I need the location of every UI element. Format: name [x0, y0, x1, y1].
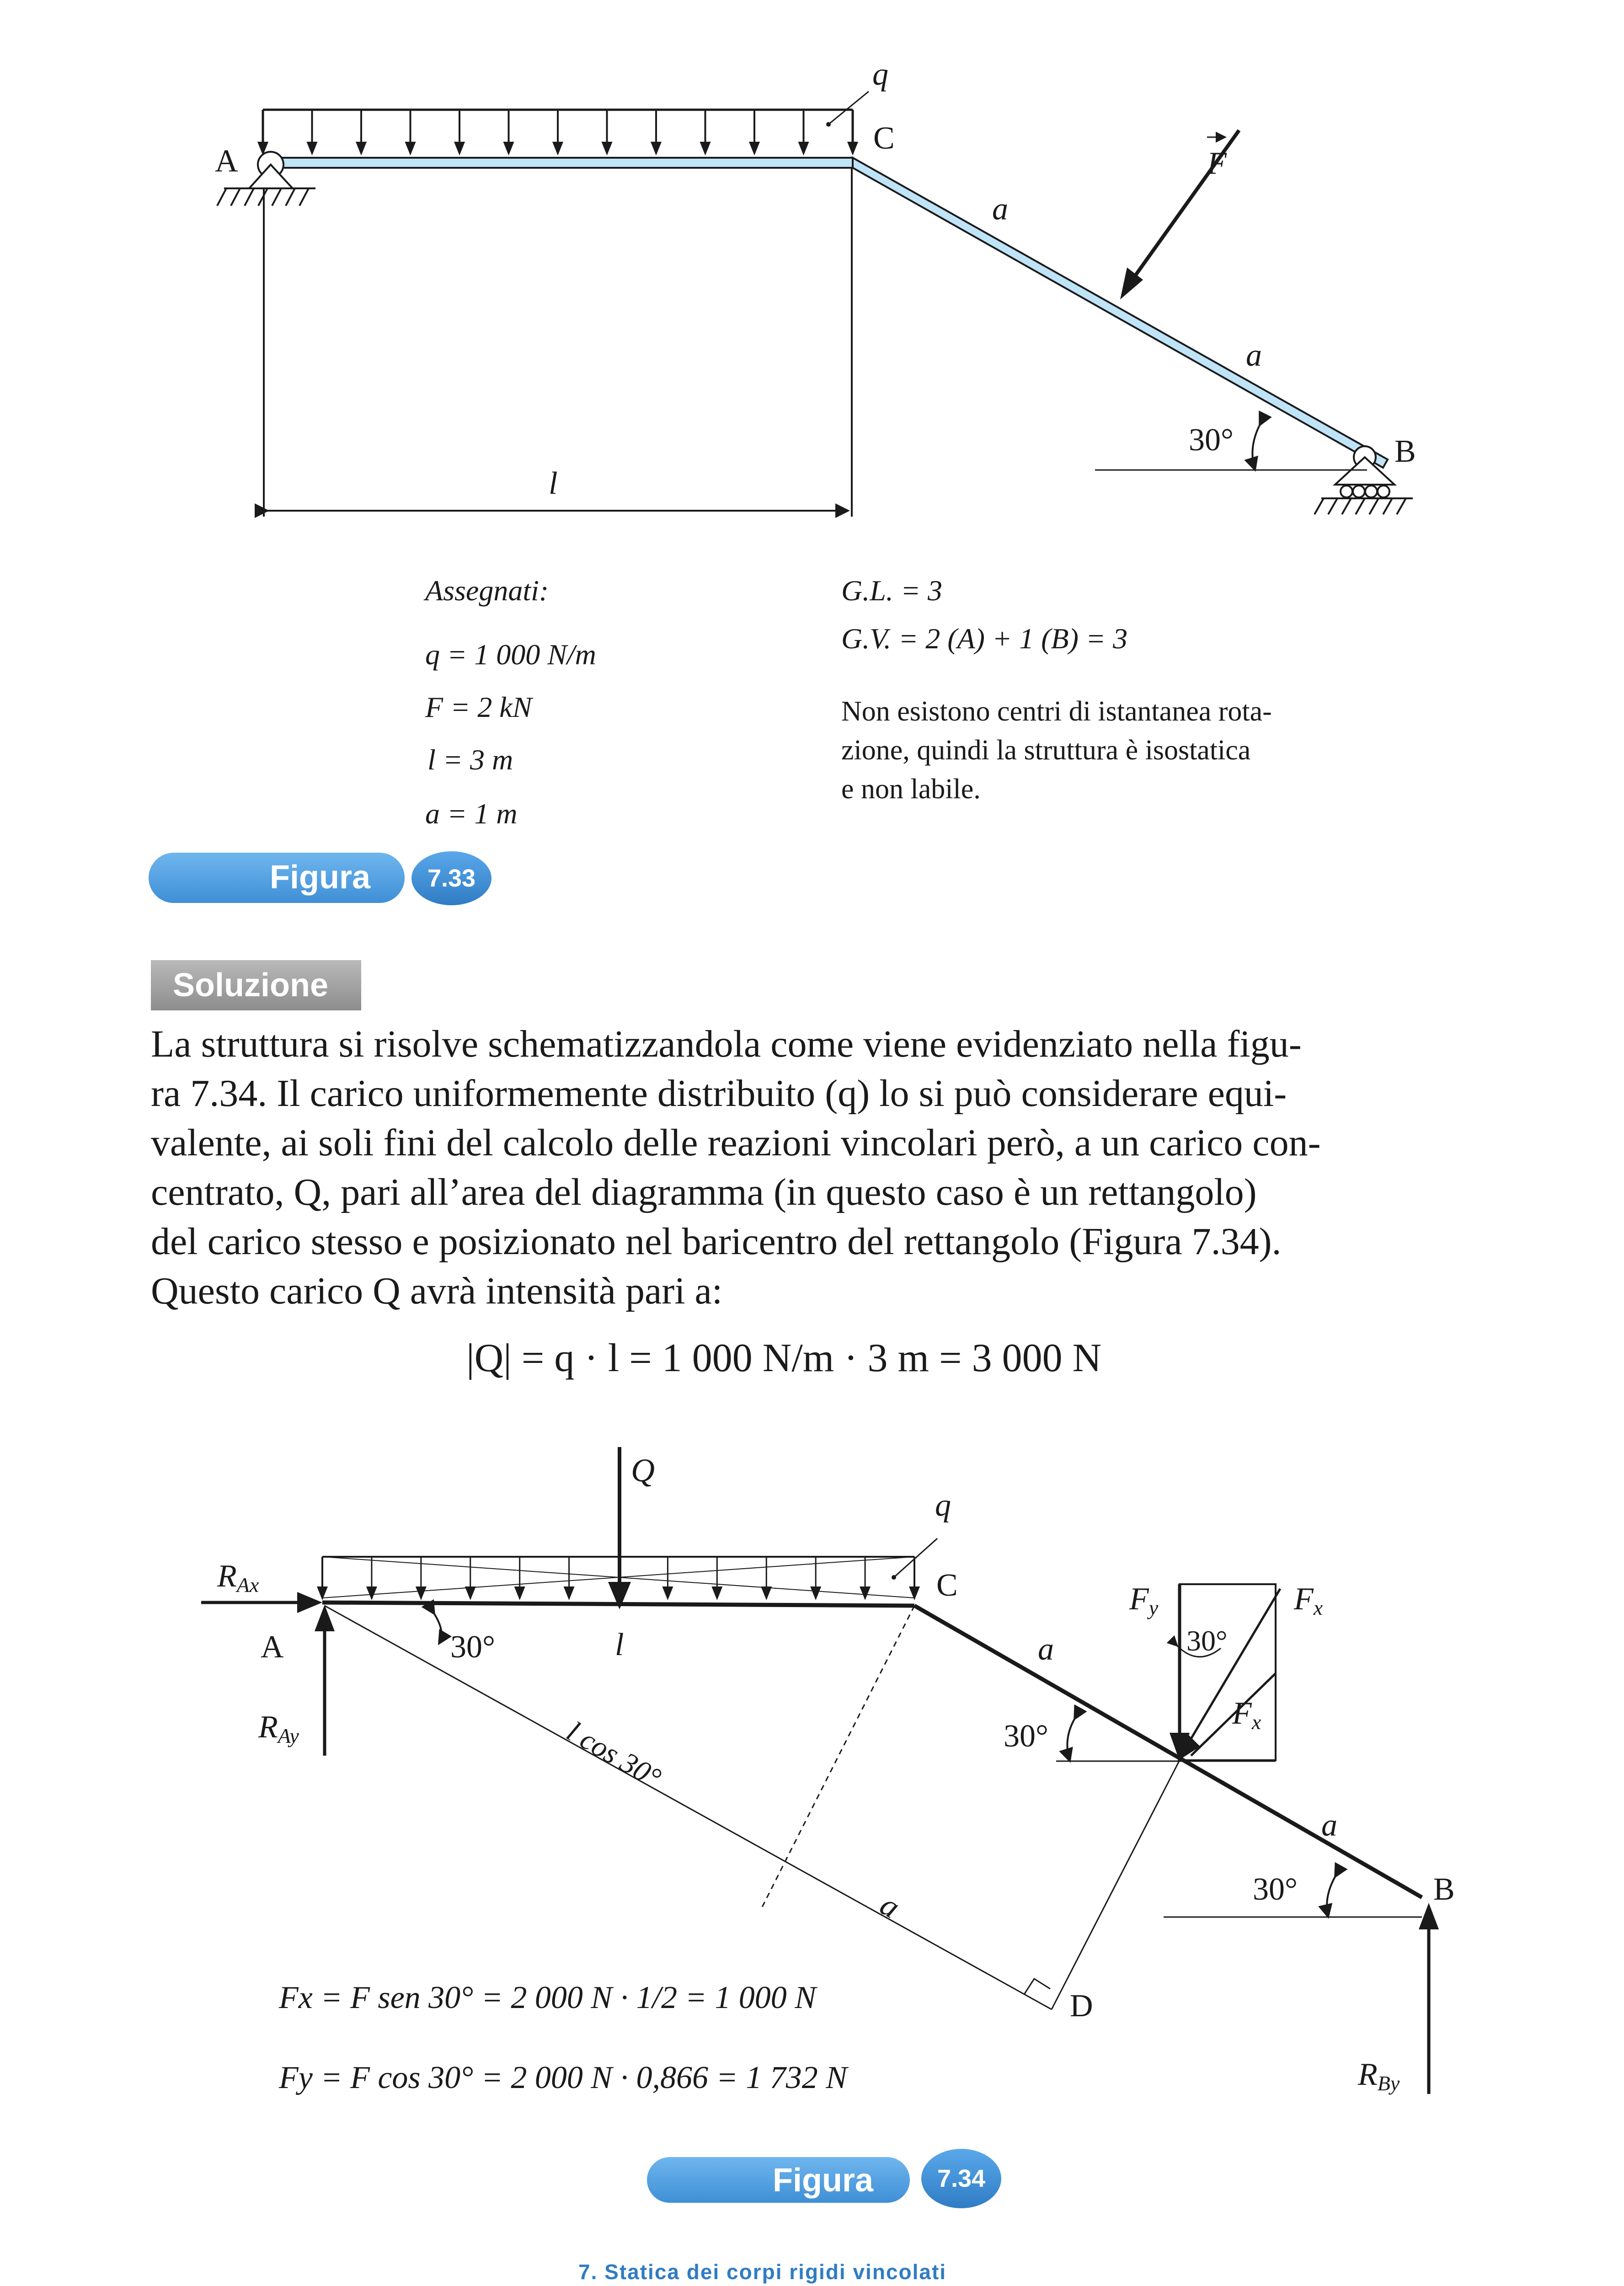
load-arrow-head [317, 1586, 328, 1600]
label-angle-b: 30° [1189, 422, 1234, 458]
force-decomposition [1180, 1584, 1280, 1760]
equation-fx: Fx = F sen 30° = 2 000 N · 1/2 = 1 000 N [279, 1980, 816, 2015]
load-arrow-head [564, 1586, 575, 1600]
label-b-point: B [1394, 434, 1416, 469]
label-b-point-2: B [1433, 1872, 1455, 1907]
label-fx-top: Fx [1294, 1581, 1323, 1619]
given-f: F = 2 kN [425, 691, 532, 723]
label-a-point: A [215, 144, 238, 179]
label-q-resultant: Q [631, 1452, 655, 1489]
equation-fy: Fy = F cos 30° = 2 000 N · 0,866 = 1 732 N [279, 2060, 847, 2095]
label-a-length-bottom: a [1246, 338, 1262, 373]
load-arrow-head [356, 142, 367, 155]
label-angle-a: 30° [450, 1629, 495, 1665]
label-d-point: D [1070, 1988, 1093, 2024]
label-fy: Fy [1129, 1581, 1159, 1619]
figure-caption-number-2: 7.34 [921, 2149, 1001, 2208]
note-line-1: Non esistono centri di istantanea rota- [841, 696, 1272, 727]
load-arrow-head [847, 142, 858, 155]
load-arrow-head [909, 1586, 920, 1600]
formula-q: |Q| = q · l = 1 000 N/m · 3 m = 3 000 N [466, 1336, 1102, 1380]
chapter-footer: 7. Statica dei corpi rigidi vincolati [578, 2260, 947, 2284]
load-arrow-head [503, 142, 514, 155]
solution-line-3: valente, ai soli fini del calcolo delle reazioni vincolari però, a un carico con- [151, 1122, 1321, 1164]
label-a-length-3: a [874, 1887, 906, 1926]
label-a-length-top: a [992, 192, 1008, 227]
solution-line-4: centrato, Q, pari all’area del diagramma (in questo caso è un rettangolo) [151, 1171, 1257, 1213]
load-arrow-head [700, 142, 711, 155]
label-q: q [872, 57, 888, 92]
load-arrow-head [798, 142, 809, 155]
distributed-load-q [257, 110, 858, 155]
label-fx-mid: Fx [1232, 1696, 1261, 1734]
gl-value: G.L. = 3 [841, 574, 942, 607]
load-arrow-head [761, 1586, 772, 1600]
load-arrow-head [810, 1586, 821, 1600]
label-angle-b-2: 30° [1253, 1872, 1298, 1907]
solution-line-5: del carico stesso e posizionato nel baricentro del rettangolo (Figura 7.34). [151, 1220, 1282, 1263]
label-f: F [1207, 146, 1227, 181]
label-ray: RAy [258, 1709, 299, 1747]
load-arrow-head [405, 142, 416, 155]
given-q: q = 1 000 N/m [425, 638, 596, 671]
figure-caption-number: 7.33 [411, 851, 491, 905]
label-lcos: l cos 30° [561, 1714, 667, 1795]
load-arrow-head [454, 142, 465, 155]
load-arrow-head [662, 1586, 673, 1600]
reaction-rby-arrow [1419, 1903, 1439, 2094]
load-arrow-head [366, 1586, 377, 1600]
reaction-rax-arrow [201, 1592, 322, 1613]
label-a-length-2: a [1321, 1808, 1337, 1843]
given-title: Assegnati: [425, 574, 549, 607]
figure-7-33-diagram [0, 0, 1624, 572]
load-arrow-head [860, 1586, 871, 1600]
given-a: a = 1 m [425, 797, 518, 830]
given-l: l = 3 m [427, 743, 513, 776]
solution-line-1: La struttura si risolve schematizzandola come viene evidenziato nella figu- [151, 1023, 1302, 1065]
load-arrow-head [514, 1586, 525, 1600]
label-l-2: l [615, 1627, 624, 1662]
note-line-2: zione, quindi la struttura è isostatica [841, 735, 1251, 766]
load-arrow-head [602, 142, 613, 155]
label-rax: RAx [217, 1559, 259, 1597]
beam-ac [263, 158, 853, 168]
label-rby: RBy [1358, 2057, 1400, 2095]
label-l: l [549, 466, 558, 501]
figure-caption-label-2: Figura [773, 2162, 874, 2199]
label-q-load: q [935, 1488, 951, 1523]
load-arrow-head [651, 142, 662, 155]
solution-line-2: ra 7.34. Il carico uniformemente distribuito (q) lo si può considerare equi- [151, 1072, 1287, 1115]
load-arrow-head [465, 1586, 476, 1600]
label-angle-f: 30° [1186, 1624, 1228, 1657]
solution-header: Soluzione [151, 960, 361, 1010]
load-arrow-head [711, 1586, 722, 1600]
force-q-arrow [608, 1447, 631, 1609]
load-arrow-head [416, 1586, 427, 1600]
gv-value: G.V. = 2 (A) + 1 (B) = 3 [841, 622, 1128, 655]
beam-cb [853, 158, 1388, 468]
reaction-ray-arrow [315, 1605, 335, 1756]
load-arrow-head [552, 142, 563, 155]
figure-caption-label: Figura [270, 859, 371, 896]
label-angle-c: 30° [1004, 1719, 1048, 1754]
label-c-point-2: C [936, 1568, 958, 1603]
solution-line-6: Questo carico Q avrà intensità pari a: [151, 1270, 723, 1312]
load-arrow-head [749, 142, 760, 155]
angle-arc-b [1252, 425, 1260, 470]
label-a-point-2: A [261, 1629, 284, 1665]
load-arrow-head [307, 142, 318, 155]
solution-paragraph [151, 1020, 1321, 1316]
label-c-point: C [873, 121, 895, 156]
note-line-3: e non labile. [841, 774, 981, 805]
label-a-length-1: a [1038, 1632, 1054, 1667]
